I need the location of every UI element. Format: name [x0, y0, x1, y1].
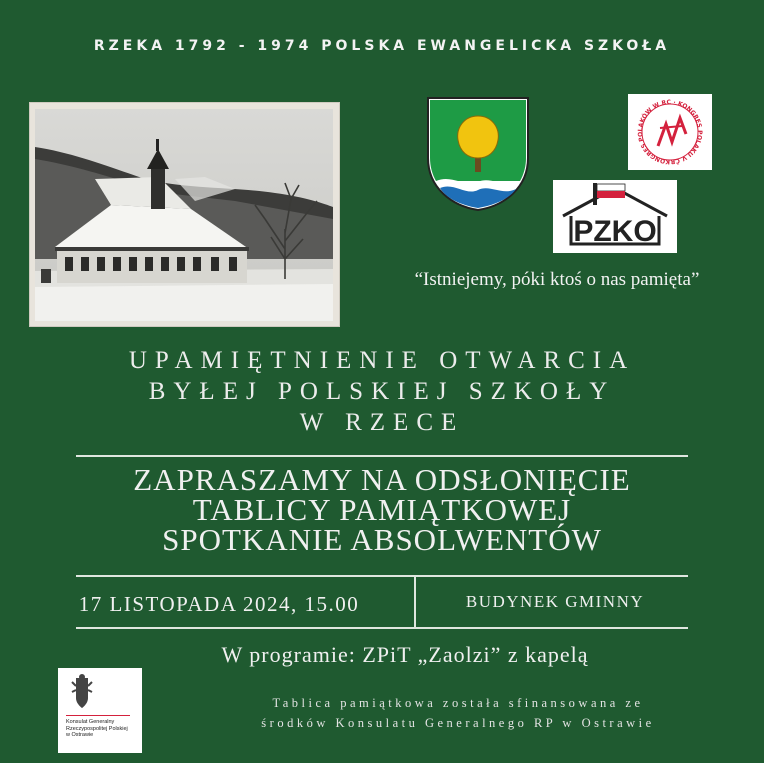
funding-note — [178, 693, 738, 733]
consulate-line-3: w Ostrawie — [66, 732, 94, 738]
commemoration-line-3: W RZECE — [299, 409, 465, 436]
divider-top — [76, 455, 688, 457]
polish-eagle-icon — [58, 668, 142, 714]
event-date: 17 LISTOPADA 2024, 15.00 — [78, 592, 360, 616]
event-place: BUDYNEK GMINNY — [465, 592, 645, 611]
school-photo — [30, 103, 339, 326]
consulate-red-line — [66, 715, 130, 716]
pzko-logo — [553, 180, 677, 253]
header-title: RZEKA 1792 - 1974 POLSKA EWANGELICKA SZKOŁA — [93, 38, 671, 54]
congress-logo-icon — [628, 94, 712, 170]
commemoration-line-1: UPAMIĘTNIENIE OTWARCIA — [128, 347, 636, 374]
program-text: W programie: ZPiT „Zaolzi” z kapelą — [221, 642, 589, 667]
consulate-line-2: Rzeczypospolitej Polskiej — [66, 725, 128, 732]
commemoration-heading — [0, 345, 764, 438]
divider-bottom — [76, 627, 688, 629]
divider-middle — [76, 575, 688, 577]
funding-note-line-1: Tablica pamiątkowa została sfinansowana ze — [272, 696, 644, 710]
funding-note-line-2: środków Konsulatu Generalnego RP w Ostrawie — [261, 716, 655, 730]
school-photo-image — [35, 109, 333, 321]
invitation-line-3: SPOTKANIE ABSOLWENTÓW — [162, 522, 602, 557]
pzko-logo-text: PZKO — [573, 215, 657, 248]
consulate-text — [66, 719, 140, 739]
divider-vertical — [414, 576, 416, 628]
invitation-heading — [60, 462, 704, 557]
congress-logo-text: KONGRES POLAKÓW W RC · KONGRES POLAKU V ČR — [636, 98, 704, 166]
congress-logo — [628, 94, 712, 170]
municipal-crest-icon — [426, 96, 530, 212]
invitation-line-2: TABLICY PAMIĄTKOWEJ — [192, 492, 572, 527]
invitation-line-1: ZAPRASZAMY NA ODSŁONIĘCIE — [133, 462, 631, 497]
consulate-logo — [58, 668, 142, 753]
commemoration-line-2: BYŁEJ POLSKIEJ SZKOŁY — [148, 378, 616, 405]
consulate-line-1: Konsulat Generalny — [66, 719, 115, 725]
motto: “Istniejemy, póki ktoś o nas pamięta” — [414, 269, 700, 290]
pzko-house-icon — [553, 180, 677, 253]
